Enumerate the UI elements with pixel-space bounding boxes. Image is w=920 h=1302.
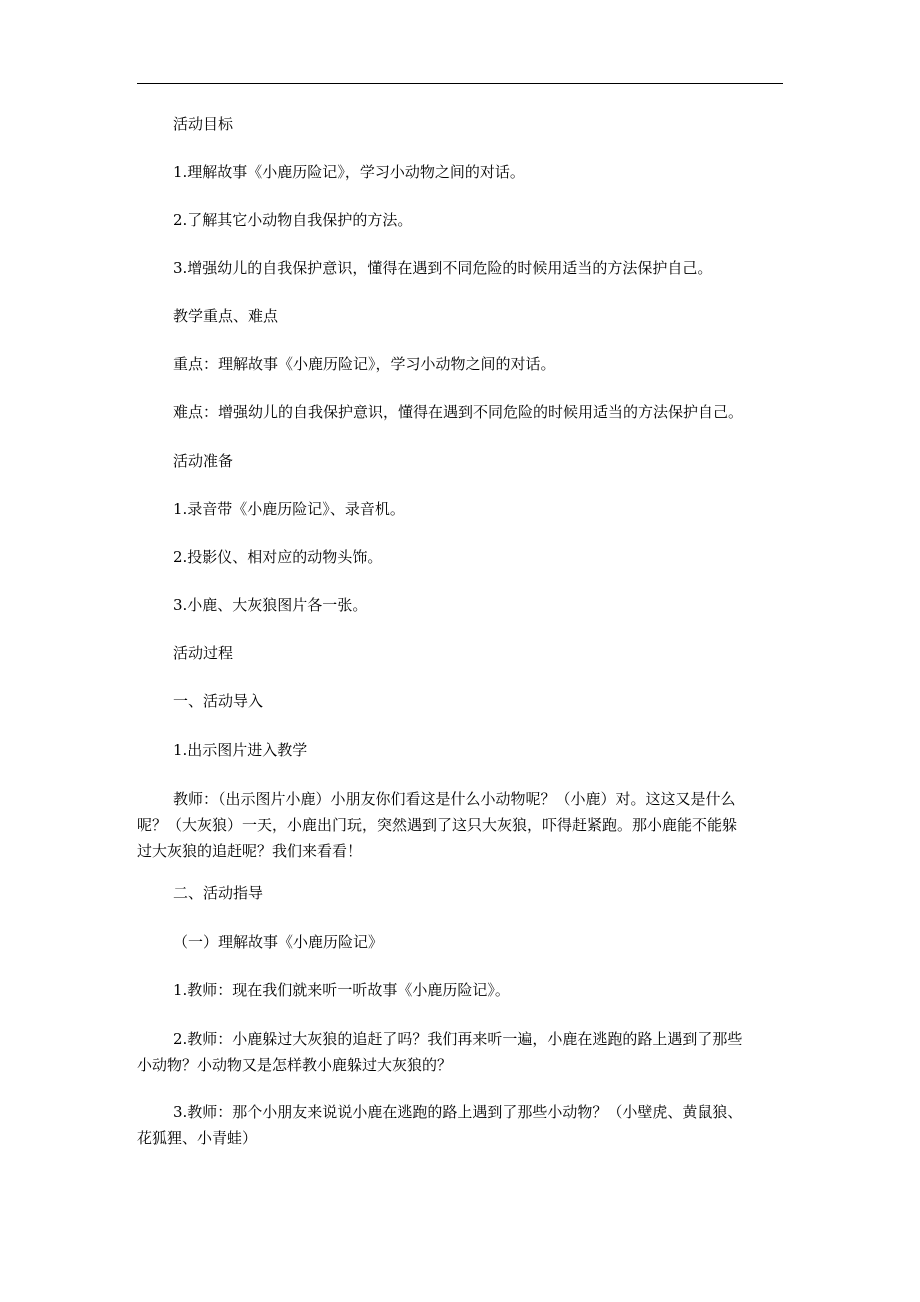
subsection-1-heading: （一）理解故事《小鹿历险记》 bbox=[173, 933, 384, 951]
goal-2: 2.了解其它小动物自我保护的方法。 bbox=[173, 211, 413, 229]
section-1-heading: 一、活动导入 bbox=[173, 692, 264, 710]
prep-1: 1.录音带《小鹿历险记》、录音机。 bbox=[173, 500, 405, 518]
step-1-1: 1.出示图片进入教学 bbox=[173, 741, 308, 759]
goal-1: 1.理解故事《小鹿历险记》，学习小动物之间的对话。 bbox=[173, 163, 525, 181]
teacher-intro-line: 呢？（大灰狼）一天，小鹿出门玩，突然遇到了这只大灰狼，吓得赶紧跑。那小鹿能不能躲 bbox=[137, 816, 738, 834]
teacher-intro-line: 教师：（出示图片小鹿）小朋友你们看这是什么小动物呢？（小鹿）对。这这又是什么 bbox=[173, 790, 736, 808]
goal-3: 3.增强幼儿的自我保护意识，懂得在遇到不同危险的时候用适当的方法保护自己。 bbox=[173, 259, 713, 277]
teacher-intro-line: 过大灰狼的追赶呢？我们来看看！ bbox=[137, 842, 363, 860]
heading-focus: 教学重点、难点 bbox=[173, 307, 279, 325]
focus-key: 重点：理解故事《小鹿历险记》，学习小动物之间的对话。 bbox=[173, 355, 556, 373]
step-2-2-paragraph bbox=[137, 1026, 742, 1078]
step-2-1: 1.教师：现在我们就来听一听故事《小鹿历险记》。 bbox=[173, 981, 510, 999]
step-2-2-line: 小动物？小动物又是怎样教小鹿躲过大灰狼的？ bbox=[137, 1056, 453, 1074]
heading-prep: 活动准备 bbox=[173, 452, 234, 470]
section-2-heading: 二、活动指导 bbox=[173, 884, 264, 902]
step-2-3-line: 花狐狸、小青蛙） bbox=[137, 1129, 258, 1147]
step-2-3-paragraph bbox=[137, 1099, 742, 1151]
heading-goals: 活动目标 bbox=[173, 115, 234, 133]
teacher-intro-paragraph bbox=[137, 786, 737, 864]
prep-2: 2.投影仪、相对应的动物头饰。 bbox=[173, 548, 383, 566]
focus-difficulty: 难点：增强幼儿的自我保护意识，懂得在遇到不同危险的时候用适当的方法保护自己。 bbox=[173, 403, 744, 421]
prep-3: 3.小鹿、大灰狼图片各一张。 bbox=[173, 596, 368, 614]
heading-process: 活动过程 bbox=[173, 644, 234, 662]
step-2-3-line: 3.教师：那个小朋友来说说小鹿在逃跑的路上遇到了那些小动物？（小壁虎、黄鼠狼、 bbox=[173, 1103, 743, 1121]
header-rule bbox=[137, 83, 783, 84]
step-2-2-line: 2.教师：小鹿躲过大灰狼的追赶了吗？我们再来听一遍，小鹿在逃跑的路上遇到了那些 bbox=[173, 1030, 743, 1048]
